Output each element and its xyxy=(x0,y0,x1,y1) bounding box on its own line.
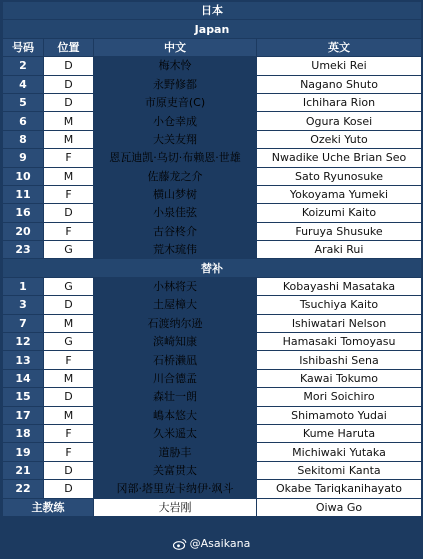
roster-table xyxy=(2,1,422,517)
player-name-cn: 久米遥太 xyxy=(94,424,257,442)
player-name-cn: 森壮一朗 xyxy=(94,388,257,406)
player-name-en: Ichihara Rion xyxy=(257,93,422,111)
player-position: D xyxy=(44,388,94,406)
coach-name-en: Oiwa Go xyxy=(257,498,422,516)
player-position: D xyxy=(44,75,94,93)
player-row xyxy=(3,93,422,111)
player-row xyxy=(3,57,422,75)
player-row xyxy=(3,222,422,240)
column-header-row xyxy=(3,38,422,56)
player-position: F xyxy=(44,185,94,203)
player-number: 7 xyxy=(3,314,44,332)
player-row xyxy=(3,204,422,222)
player-number: 8 xyxy=(3,130,44,148)
column-header-cn: 中文 xyxy=(94,38,257,56)
player-number: 14 xyxy=(3,369,44,387)
player-number: 21 xyxy=(3,461,44,479)
player-name-en: Nwadike Uche Brian Seo xyxy=(257,149,422,167)
player-position: F xyxy=(44,424,94,442)
player-row xyxy=(3,277,422,295)
player-name-cn: 道胁丰 xyxy=(94,443,257,461)
player-name-en: Kume Haruta xyxy=(257,424,422,442)
player-row xyxy=(3,388,422,406)
player-name-en: Kobayashi Masataka xyxy=(257,277,422,295)
subs-title-row xyxy=(3,259,422,277)
player-name-cn: 小仓幸成 xyxy=(94,112,257,130)
player-position: M xyxy=(44,369,94,387)
player-name-cn: 荒木琉伟 xyxy=(94,241,257,259)
player-number: 4 xyxy=(3,75,44,93)
player-position: M xyxy=(44,112,94,130)
player-name-cn: 古谷柊介 xyxy=(94,222,257,240)
player-name-cn: 石渡纳尔逊 xyxy=(94,314,257,332)
coach-row xyxy=(3,498,422,516)
player-name-en: Koizumi Kaito xyxy=(257,204,422,222)
player-name-cn: 石桥濑凪 xyxy=(94,351,257,369)
player-name-cn: 横山梦树 xyxy=(94,185,257,203)
player-name-en: Mori Soichiro xyxy=(257,388,422,406)
player-name-en: Shimamoto Yudai xyxy=(257,406,422,424)
player-name-en: Umeki Rei xyxy=(257,57,422,75)
player-row xyxy=(3,406,422,424)
player-name-cn: 小泉佳弦 xyxy=(94,204,257,222)
player-number: 10 xyxy=(3,167,44,185)
subs-title: 替补 xyxy=(3,259,422,277)
player-row xyxy=(3,314,422,332)
player-number: 23 xyxy=(3,241,44,259)
player-name-cn: 川合德孟 xyxy=(94,369,257,387)
player-position: G xyxy=(44,241,94,259)
player-number: 18 xyxy=(3,424,44,442)
player-number: 6 xyxy=(3,112,44,130)
team-title-row xyxy=(3,2,422,20)
player-name-en: Okabe Tariqkanihayato xyxy=(257,480,422,498)
player-name-en: Ishiwatari Nelson xyxy=(257,314,422,332)
player-number: 20 xyxy=(3,222,44,240)
player-row xyxy=(3,112,422,130)
coach-label: 主教练 xyxy=(3,498,94,516)
player-number: 3 xyxy=(3,296,44,314)
player-name-cn: 滨崎知康 xyxy=(94,333,257,351)
player-position: F xyxy=(44,149,94,167)
player-name-cn: 市原吏音(C) xyxy=(94,93,257,111)
player-position: M xyxy=(44,167,94,185)
player-row xyxy=(3,461,422,479)
player-name-cn: 小林将天 xyxy=(94,277,257,295)
player-row xyxy=(3,369,422,387)
player-name-en: Hamasaki Tomoyasu xyxy=(257,333,422,351)
player-number: 1 xyxy=(3,277,44,295)
player-name-cn: 土屋樟大 xyxy=(94,296,257,314)
player-name-en: Sekitomi Kanta xyxy=(257,461,422,479)
player-row xyxy=(3,443,422,461)
player-name-en: Ogura Kosei xyxy=(257,112,422,130)
player-number: 15 xyxy=(3,388,44,406)
player-name-en: Yokoyama Yumeki xyxy=(257,185,422,203)
player-position: F xyxy=(44,443,94,461)
weibo-icon xyxy=(173,538,187,550)
player-row xyxy=(3,351,422,369)
player-position: M xyxy=(44,406,94,424)
player-row xyxy=(3,296,422,314)
player-row xyxy=(3,167,422,185)
player-number: 2 xyxy=(3,57,44,75)
player-number: 19 xyxy=(3,443,44,461)
player-row xyxy=(3,130,422,148)
player-row xyxy=(3,333,422,351)
player-row xyxy=(3,241,422,259)
player-name-en: Michiwaki Yutaka xyxy=(257,443,422,461)
player-row xyxy=(3,75,422,93)
column-header-num: 号码 xyxy=(3,38,44,56)
player-row xyxy=(3,149,422,167)
player-position: F xyxy=(44,222,94,240)
player-number: 22 xyxy=(3,480,44,498)
player-position: D xyxy=(44,57,94,75)
player-row xyxy=(3,185,422,203)
player-name-en: Ozeki Yuto xyxy=(257,130,422,148)
player-name-cn: 大关友翔 xyxy=(94,130,257,148)
player-name-en: Kawai Tokumo xyxy=(257,369,422,387)
player-position: F xyxy=(44,351,94,369)
player-name-en: Nagano Shuto xyxy=(257,75,422,93)
player-position: D xyxy=(44,461,94,479)
player-position: D xyxy=(44,204,94,222)
player-position: D xyxy=(44,296,94,314)
player-name-cn: 梅木怜 xyxy=(94,57,257,75)
player-name-cn: 永野修都 xyxy=(94,75,257,93)
player-position: D xyxy=(44,480,94,498)
player-name-en: Ishibashi Sena xyxy=(257,351,422,369)
player-name-cn: 恩瓦迪凯·乌切·布赖恩·世雄 xyxy=(94,149,257,167)
player-number: 5 xyxy=(3,93,44,111)
player-name-en: Tsuchiya Kaito xyxy=(257,296,422,314)
roster-card xyxy=(2,1,421,557)
column-header-pos: 位置 xyxy=(44,38,94,56)
player-position: M xyxy=(44,314,94,332)
player-number: 17 xyxy=(3,406,44,424)
player-name-en: Araki Rui xyxy=(257,241,422,259)
player-name-en: Sato Ryunosuke xyxy=(257,167,422,185)
player-position: D xyxy=(44,93,94,111)
watermark xyxy=(0,536,423,552)
coach-name-cn: 大岩刚 xyxy=(94,498,257,516)
player-position: G xyxy=(44,277,94,295)
player-name-en: Furuya Shusuke xyxy=(257,222,422,240)
player-number: 9 xyxy=(3,149,44,167)
player-name-cn: 佐藤龙之介 xyxy=(94,167,257,185)
player-position: M xyxy=(44,130,94,148)
column-header-en: 英文 xyxy=(257,38,422,56)
team-title-en-row xyxy=(3,20,422,38)
player-row xyxy=(3,424,422,442)
player-row xyxy=(3,480,422,498)
team-title-cn: 日本 xyxy=(3,2,422,20)
player-name-cn: 嶋本悠大 xyxy=(94,406,257,424)
player-name-cn: 冈部·塔里克卡纳伊·飒斗 xyxy=(94,480,257,498)
player-position: G xyxy=(44,333,94,351)
player-number: 16 xyxy=(3,204,44,222)
player-number: 11 xyxy=(3,185,44,203)
player-name-cn: 关富贯太 xyxy=(94,461,257,479)
player-number: 13 xyxy=(3,351,44,369)
watermark-text: @Asaikana xyxy=(189,537,251,550)
player-number: 12 xyxy=(3,333,44,351)
team-title-en: Japan xyxy=(3,20,422,38)
